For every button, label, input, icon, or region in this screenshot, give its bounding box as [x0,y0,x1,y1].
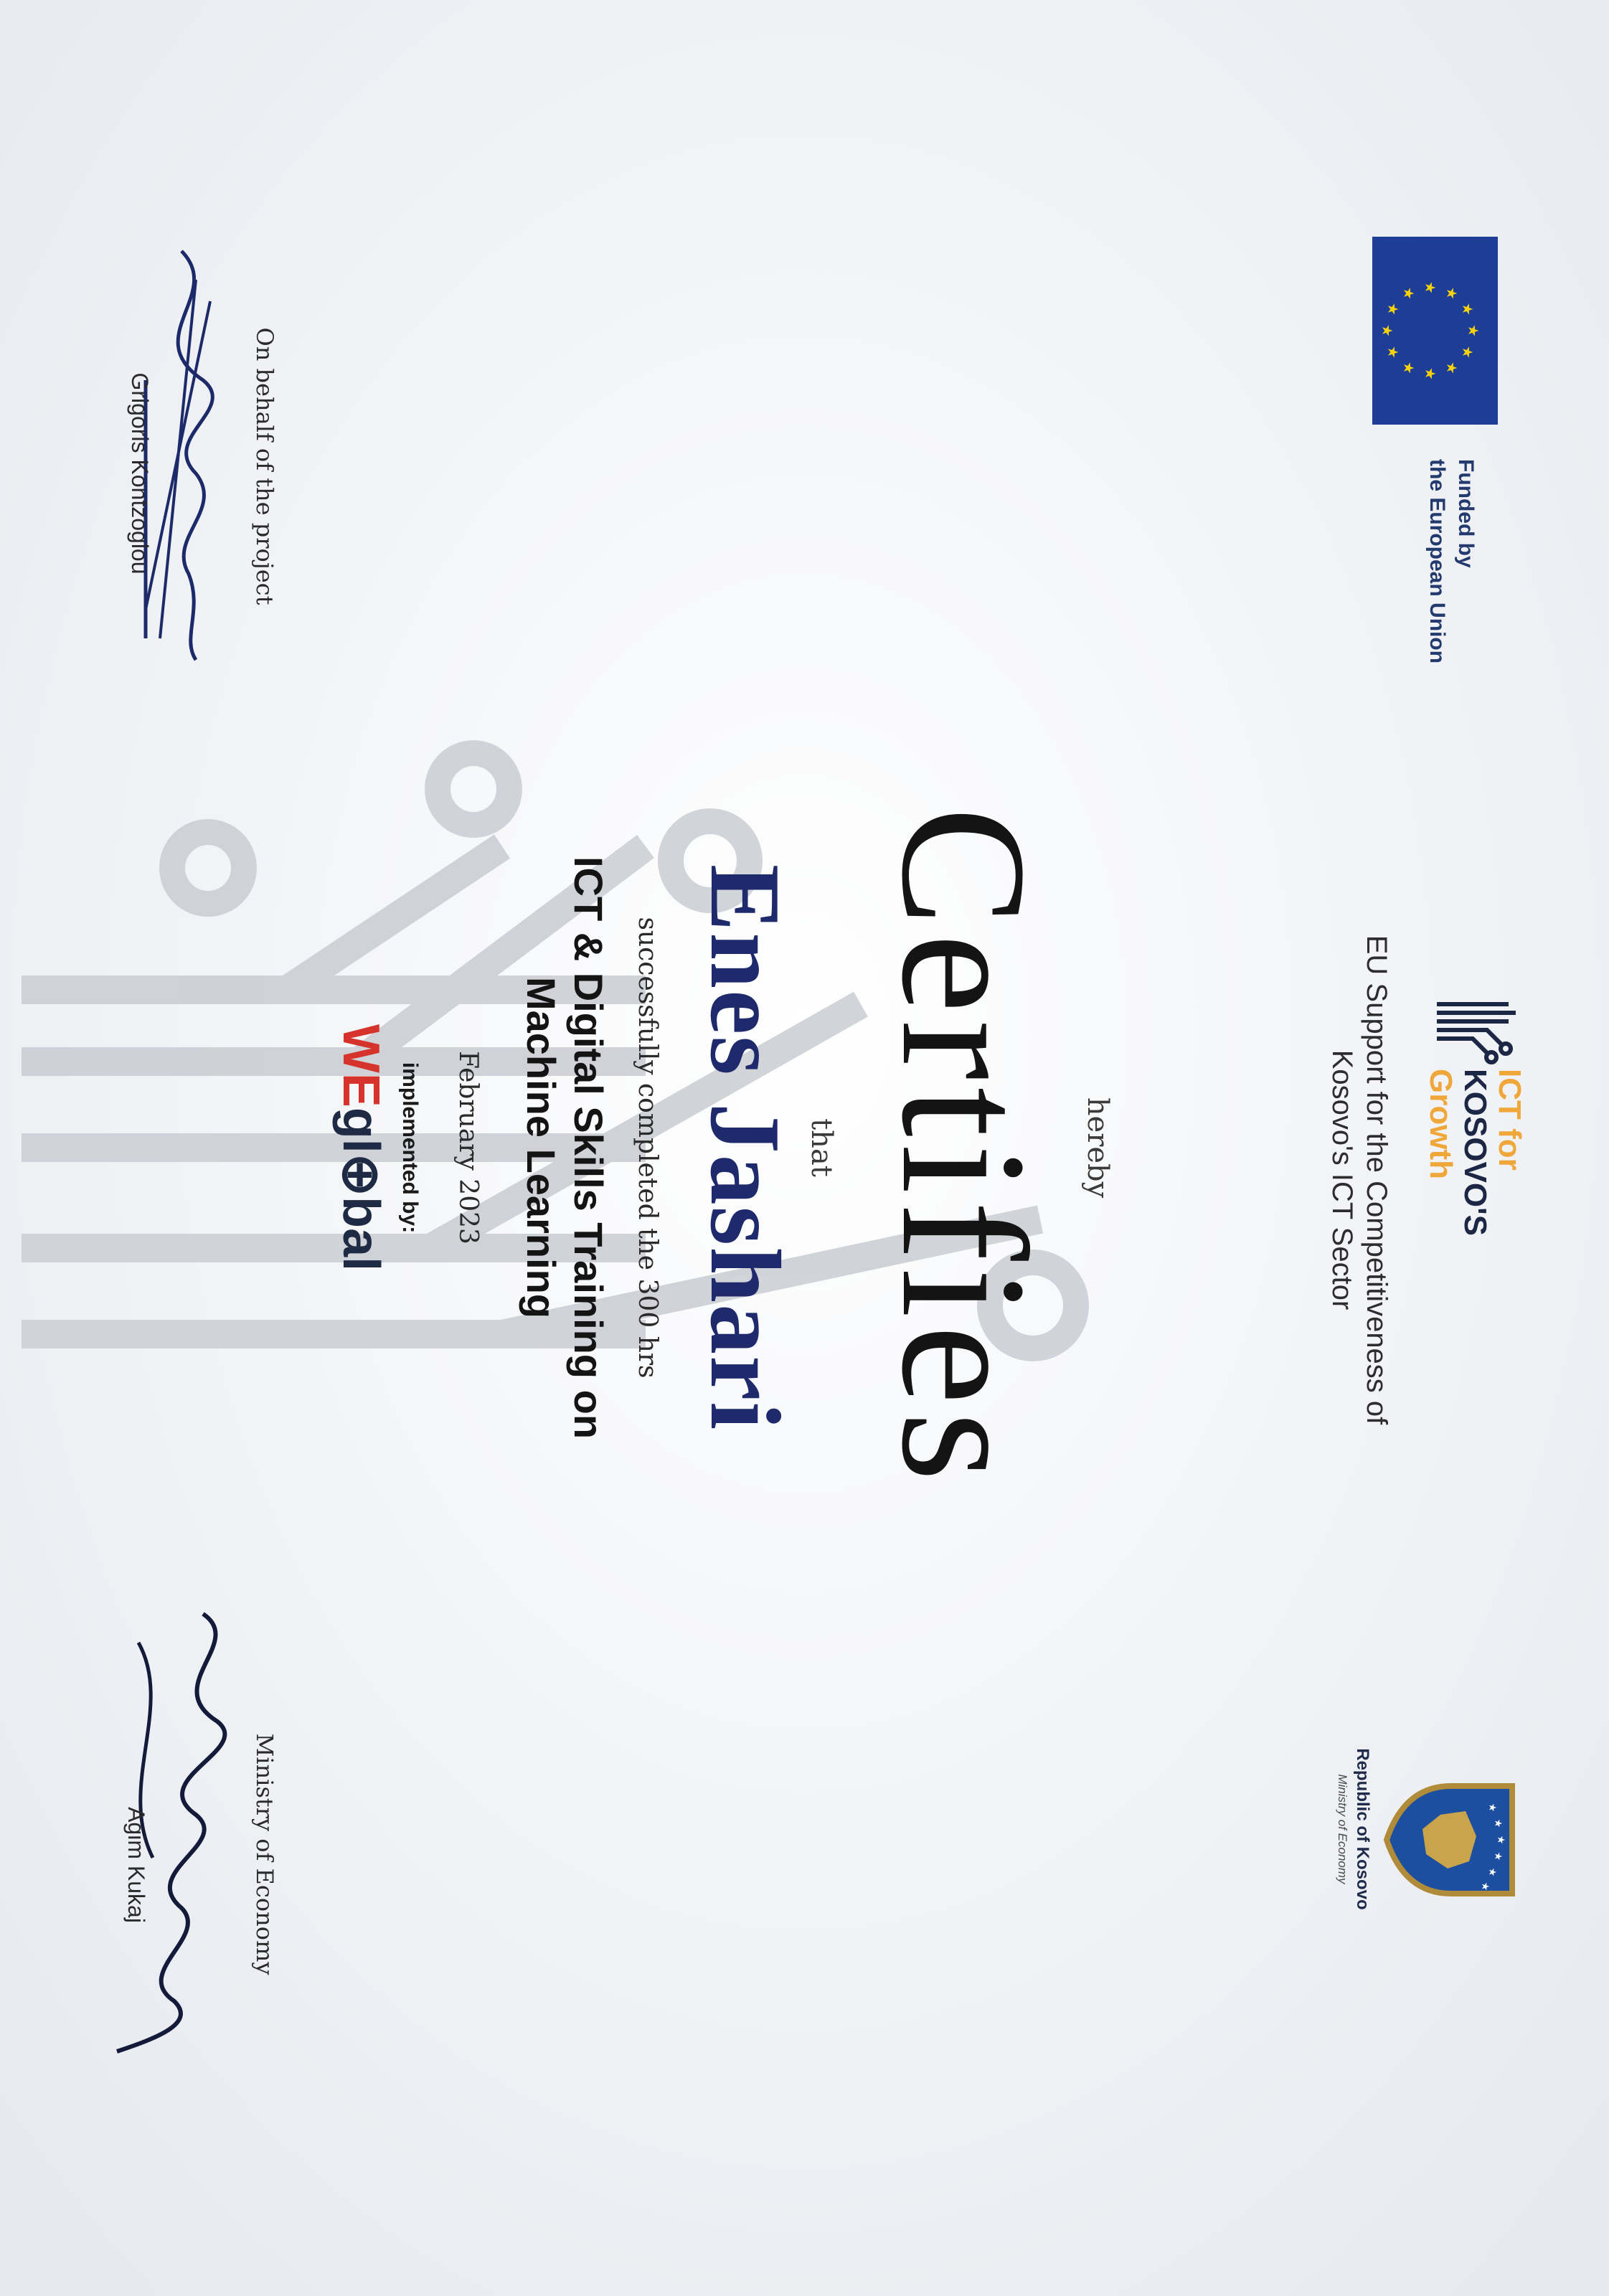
eu-funding-label [1422,459,1480,717]
svg-text:★: ★ [1465,324,1482,337]
course-title-line1: ICT & Digital Skills Training on [566,856,611,1440]
svg-text:★: ★ [1422,281,1439,294]
svg-text:★: ★ [1495,1835,1506,1845]
svg-text:★: ★ [1379,324,1396,337]
svg-text:★: ★ [1443,287,1461,300]
course-title [517,610,612,1686]
weglobal-prefix: WE [332,1024,390,1107]
svg-text:★: ★ [1384,303,1402,316]
svg-text:★: ★ [1492,1851,1504,1861]
certificate-date: February 2023 [453,1051,483,1244]
svg-text:★: ★ [1400,287,1417,300]
right-signatory-name: Agim Kukaj [123,1807,149,1923]
republic-name: Republic of Kosovo [1353,1748,1372,1910]
program-subtitle [1325,775,1394,1585]
certificate-heading: Certifies [864,806,1063,1489]
right-signature-scribble [88,1600,260,2059]
program-title-line1: ICT for [1492,1069,1527,1171]
program-title-line3: Growth [1423,1069,1458,1179]
that-text: that [805,1118,838,1177]
completion-text: successfully completed the 300 hrs [633,917,662,1379]
svg-text:★: ★ [1384,346,1402,359]
republic-ministry: Ministry of Economy [1336,1774,1349,1884]
weglobal-rest: gl⊕bal [332,1107,390,1272]
svg-text:★: ★ [1479,1881,1491,1891]
svg-text:★: ★ [1422,367,1439,380]
kosovo-emblem-icon [1383,1779,1519,1901]
program-title-line2: KOSOVO'S [1458,1069,1493,1236]
svg-text:★: ★ [1486,1803,1498,1813]
recipient-name: Enes Jashari [689,864,801,1432]
svg-text:★: ★ [1443,362,1461,374]
program-subtitle-line2: Kosovo's ICT Sector [1326,1049,1358,1310]
eu-flag-icon [1372,237,1498,425]
course-title-line2: Machine Learning [519,976,564,1319]
left-signatory-name: Grigoris Kontzoglou [127,372,153,575]
implemented-by-label: implemented by: [398,1062,422,1234]
eu-funding-line1: Funded by [1454,459,1478,568]
program-subtitle-line1: EU Support for the Competitiveness of [1361,935,1392,1425]
weglobal-logo [332,897,390,1399]
program-title [1423,1069,1527,1284]
svg-text:★: ★ [1459,346,1476,359]
eu-funding-line2: the European Union [1425,459,1449,663]
svg-text:★: ★ [1492,1818,1504,1828]
hereby-text: hereby [1081,1097,1114,1199]
svg-text:★: ★ [1486,1867,1498,1877]
right-signature-title: Ministry of Economy [251,1733,278,1975]
svg-text:★: ★ [1459,303,1476,316]
left-signature-title: On behalf of the project [251,327,278,605]
svg-text:★: ★ [1400,362,1417,374]
